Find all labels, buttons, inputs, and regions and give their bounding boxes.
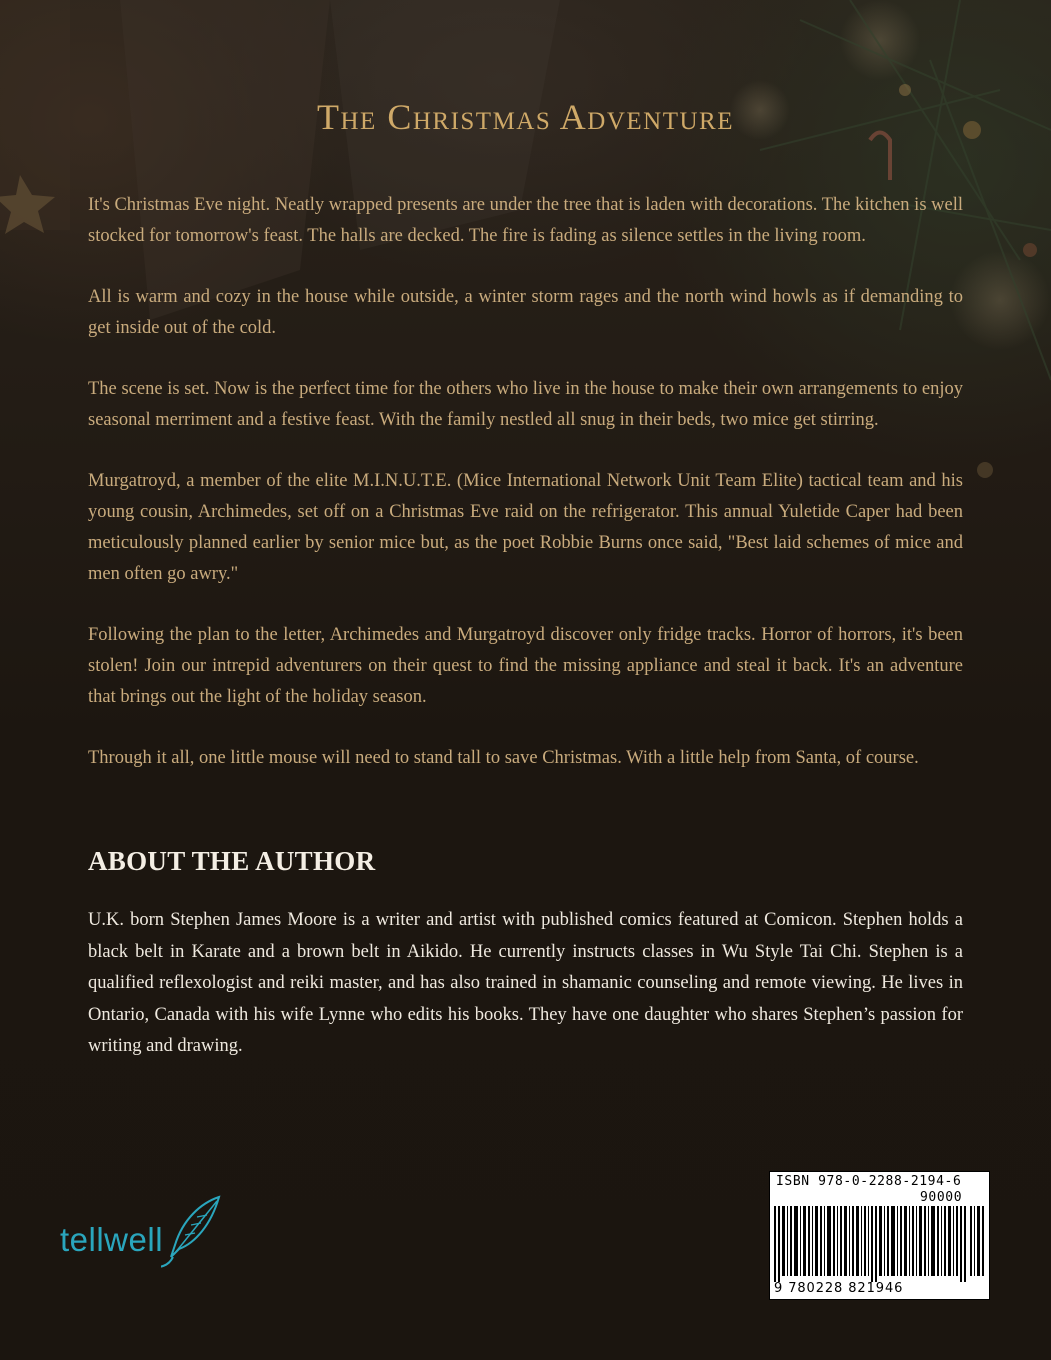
blurb-paragraph: The scene is set. Now is the perfect time for the others who live in the house to make their own arrangements to enjoy seasonal merriment and a festive feast. With the family nestled all snug in their beds, two mice get stirring.: [88, 379, 963, 430]
blurb-paragraph: Through it all, one little mouse will need to stand tall to save Christmas. With a little help from Santa, of course.: [88, 748, 919, 768]
book-blurb: [88, 190, 963, 804]
book-title: The Christmas Adventure: [317, 97, 734, 137]
quill-pen-icon: [161, 1195, 223, 1273]
blurb-paragraph: It's Christmas Eve night. Neatly wrapped presents are under the tree that is laden with decorations. The kitchen is well stocked for tomorrow's feast. The halls are decked. The fire is fading as silence settles in the living room.: [88, 195, 963, 246]
isbn-barcode: [769, 1171, 990, 1300]
barcode-icon: [774, 1206, 985, 1282]
ean-digits: 9 780228 821946: [774, 1281, 904, 1296]
publisher-logo: [56, 1195, 226, 1275]
about-author-heading: ABOUT THE AUTHOR: [88, 846, 376, 876]
blurb-paragraph: Murgatroyd, a member of the elite M.I.N.U.T.E. (Mice International Network Unit Team Elite) tactical team and his young cousin, Archimedes, set off on a Christmas Eve raid on the refrigerator. This annual Yuletide Caper had been meticulously planned earlier by senior mice but, as the poet Robbie Burns once said, "Best laid schemes of mice and men often go awry.": [88, 471, 963, 584]
blurb-paragraph: All is warm and cozy in the house while outside, a winter storm rages and the north wind howls as if demanding to get inside out of the cold.: [88, 287, 963, 338]
price-addon: 90000: [920, 1190, 963, 1205]
blurb-paragraph: Following the plan to the letter, Archimedes and Murgatroyd discover only fridge tracks. Horror of horrors, it's been stolen! Join our intrepid adventurers on their quest to find the missing appliance and steal it back. It's an adventure that brings out the light of the holiday season.: [88, 625, 963, 707]
isbn-number: ISBN 978-0-2288-2194-6: [776, 1174, 962, 1189]
publisher-name: tellwell: [60, 1221, 164, 1258]
author-bio: U.K. born Stephen James Moore is a writer and artist with published comics featured at Comicon. Stephen holds a black belt in Karate and a brown belt in Aikido. He currently instructs classes in Wu Style Tai Chi. Stephen is a qualified reflexologist and reiki master, and has also trained in shamanic counseling and remote viewing. He lives in Ontario, Canada with his wife Lynne who edits his books. They have one daughter who shares Stephen’s passion for writing and drawing.: [88, 910, 963, 1056]
